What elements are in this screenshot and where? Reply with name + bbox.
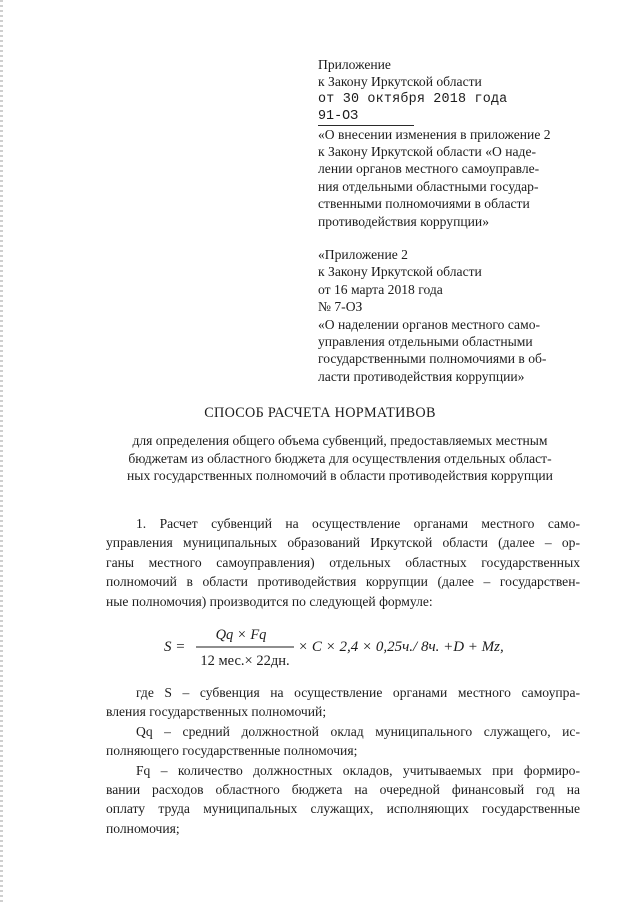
paragraph-line: ганы местного самоуправления) отдельных областных государственных	[106, 554, 580, 570]
formula-rhs: × C × 2,4 × 0,25ч./ 8ч. +D + Mz,	[298, 639, 504, 655]
appendix-header-original	[318, 246, 588, 385]
appendix-law-title-line: государственными полномочиями в об-	[318, 351, 547, 367]
formula-definitions	[106, 683, 580, 838]
appendix-law-number: № 7-ОЗ	[318, 299, 363, 315]
definition-line: где S – субвенция на осуществление органами местного самоупра-	[136, 685, 580, 700]
appendix-law-title-line: ния отдельными областными государ-	[318, 178, 539, 194]
formula-numerator: Qq × Fq	[215, 627, 267, 643]
formula-lhs: S =	[164, 639, 186, 655]
appendix-label: Приложение	[318, 57, 391, 72]
appendix-label: «Приложение 2	[318, 247, 408, 262]
definition-line: оплату труда муниципальных служащих, исполняющих государственные	[106, 801, 580, 817]
subtitle-line: для определения общего объема субвенций, предоставляемых местным	[132, 433, 548, 448]
appendix-law-reference: к Закону Иркутской области	[318, 74, 482, 90]
definition-line: Qq – средний должностной оклад муниципального служащего, ис-	[136, 723, 580, 739]
subtitle-line: ных государственных полномочий в области противодействия коррупции	[127, 468, 553, 484]
appendix-date: от 30 октября 2018 года	[318, 91, 508, 107]
document-subtitle	[100, 432, 580, 485]
paragraph-line: ные полномочия) производится по следующей формуле:	[106, 593, 433, 609]
appendix-law-title-line: лении органов местного самоуправле-	[318, 161, 540, 177]
appendix-law-number	[318, 108, 588, 125]
appendix-law-title-line: управления отдельными областными	[318, 334, 533, 350]
paragraph-calculation-rule	[106, 514, 580, 611]
subtitle-line: бюджетам из областного бюджета для осуществления отдельных област-	[128, 450, 552, 466]
appendix-law-title-line: «О наделении органов местного само-	[318, 316, 541, 332]
appendix-law-title-line: ласти противодействия коррупции»	[318, 368, 525, 384]
paragraph-line: управления муниципальных образований Иркутской области (далее – ор-	[106, 535, 580, 551]
definition-line: Fq – количество должностных окладов, учитываемых при формиро-	[136, 762, 580, 778]
appendix-date: от 16 марта 2018 года	[318, 281, 443, 297]
appendix-law-title-line: противодействия коррупции»	[318, 213, 489, 229]
appendix-law-title-line: к Закону Иркутской области «О наде-	[318, 144, 537, 160]
definition-line: вления государственных полномочий;	[106, 704, 327, 720]
appendix-law-reference: к Закону Иркутской области	[318, 264, 482, 280]
paragraph-line: 1. Расчет субвенций на осуществление органами местного само-	[136, 516, 580, 531]
appendix-law-title-line: «О внесении изменения в приложение 2	[318, 126, 551, 142]
formula-graphic	[0, 620, 640, 670]
subsidy-formula	[0, 620, 640, 670]
appendix-header-amendment	[318, 56, 588, 230]
paragraph-line: полномочий в области противодействия коррупции (далее – государствен-	[106, 574, 580, 590]
formula-denominator: 12 мес.× 22дн.	[200, 653, 290, 669]
document-title: СПОСОБ РАСЧЕТА НОРМАТИВОВ	[204, 405, 436, 421]
definition-line: вании расходов областного бюджета на очередной финансовый год на	[106, 782, 580, 798]
definition-line: полняющего государственные полномочия;	[106, 743, 358, 759]
definition-line: полномочия;	[106, 820, 180, 836]
law-number-underline	[318, 125, 414, 126]
appendix-law-number-text: 91-ОЗ	[318, 109, 359, 125]
appendix-law-title-line: ственными полномочиями в области	[318, 196, 530, 212]
scan-edge-artifact	[0, 0, 3, 905]
